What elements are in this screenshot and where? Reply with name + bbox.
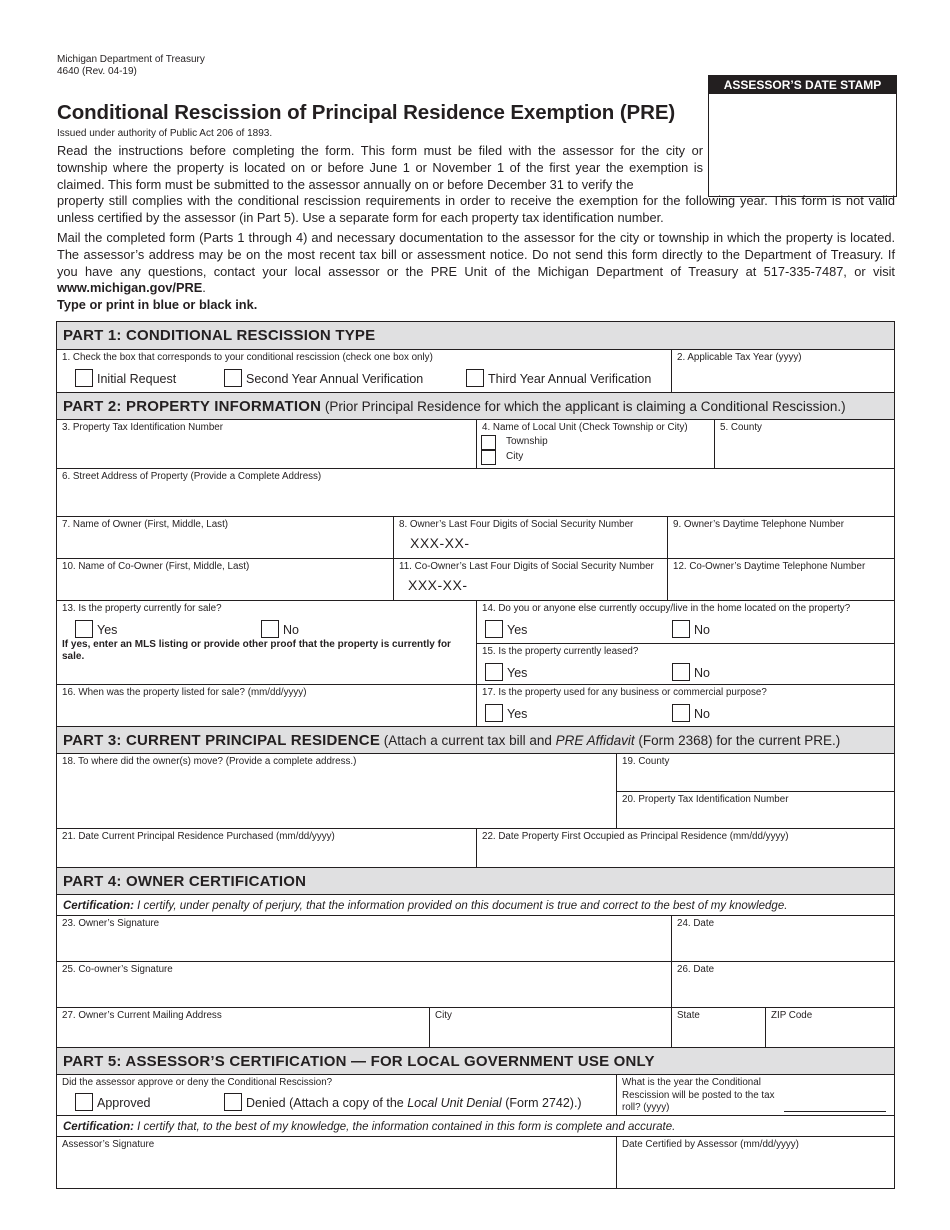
coowner-signature-field[interactable] (57, 962, 671, 1008)
q1-label: 1. Check the box that corresponds to your conditional rescission (check one box only) (62, 352, 433, 363)
part5-heading: PART 5: ASSESSOR’S CERTIFICATION — FOR LOCAL GOVERNMENT USE ONLY (57, 1047, 894, 1075)
new-tax-id-field[interactable] (616, 791, 894, 829)
denied-text-italic: Local Unit Denial (407, 1096, 502, 1110)
q10-label: 10. Name of Co-Owner (First, Middle, Last) (62, 561, 250, 572)
part3-note-a: (Attach a current tax bill and (380, 733, 556, 748)
for-sale-yes-checkbox[interactable] (75, 620, 93, 638)
part4-cert-label: Certification: (63, 900, 134, 912)
q9-label: 9. Owner’s Daytime Telephone Number (673, 519, 844, 530)
initial-request-label: Initial Request (97, 372, 177, 386)
q3-label: 3. Property Tax Identification Number (62, 422, 224, 433)
q17-label: 17. Is the property used for any business or commercial purpose? (482, 687, 767, 698)
city-checkbox[interactable] (481, 450, 496, 465)
department-name: Michigan Department of Treasury (57, 54, 205, 65)
part3-note-b: (Form 2368) for the current PRE.) (634, 733, 841, 748)
business-no-label: No (694, 707, 710, 721)
part3-title: PART 3: CURRENT PRINCIPAL RESIDENCE (63, 732, 381, 749)
coowner-ssn-prefix: XXX-XX- (408, 577, 468, 593)
street-address-field[interactable] (57, 468, 894, 517)
q7-label: 7. Name of Owner (First, Middle, Last) (62, 519, 229, 530)
part2-note: (Prior Principal Residence for which the applicant is claiming a Conditional Rescission.) (321, 399, 846, 414)
q6-label: 6. Street Address of Property (Provide a Complete Address) (62, 471, 322, 482)
township-checkbox[interactable] (481, 435, 496, 450)
tax-year-field[interactable] (671, 350, 894, 392)
denied-text-b: (Form 2742).) (501, 1096, 582, 1110)
intro-link[interactable]: www.michigan.gov/PRE (57, 280, 203, 296)
tax-roll-year-question: What is the year the Conditional Rescission will be posted to the tax roll? (yyyy) (622, 1077, 775, 1113)
business-yes-checkbox[interactable] (485, 704, 503, 722)
part3-note-italic: PRE Affidavit (555, 733, 635, 748)
county-field[interactable] (714, 420, 894, 469)
part4-row-address (57, 1007, 894, 1048)
listed-date-field[interactable] (57, 685, 476, 727)
third-year-label: Third Year Annual Verification (488, 372, 652, 386)
q19-label: 19. County (622, 756, 670, 767)
tax-roll-year-field[interactable] (784, 1111, 886, 1112)
approved-checkbox[interactable] (75, 1093, 93, 1111)
part4-row-owner (57, 915, 894, 962)
initial-request-checkbox[interactable] (75, 369, 93, 387)
q26-label: 26. Date (677, 964, 715, 975)
part2-heading (57, 392, 894, 420)
third-year-checkbox[interactable] (466, 369, 484, 387)
mailing-address-field[interactable] (57, 1008, 429, 1048)
part5-question: Did the assessor approve or deny the Conditional Rescission? (62, 1077, 333, 1088)
owner-date-field[interactable] (671, 916, 894, 962)
mailing-state-field[interactable] (671, 1008, 765, 1048)
denied-label (246, 1096, 582, 1110)
form-title: Conditional Rescission of Principal Residence Exemption (PRE) (57, 101, 676, 124)
mailing-zip-field[interactable] (765, 1008, 894, 1048)
q8-label: 8. Owner’s Last Four Digits of Social Security Number (399, 519, 634, 530)
part3-heading (57, 726, 894, 754)
second-year-checkbox[interactable] (224, 369, 242, 387)
q14-label: 14. Do you or anyone else currently occupy/live in the home located on the property? (482, 603, 851, 614)
part4-certification (57, 894, 894, 916)
denied-checkbox[interactable] (224, 1093, 242, 1111)
assessor-date-field[interactable] (616, 1137, 894, 1188)
q23-label: 23. Owner’s Signature (62, 918, 160, 929)
coowner-date-field[interactable] (671, 962, 894, 1008)
occupied-no-label: No (694, 623, 710, 637)
part2-row-owner (57, 516, 894, 559)
q20-label: 20. Property Tax Identification Number (622, 794, 789, 805)
intro-paragraph-2 (57, 230, 895, 297)
part2-row-sale (57, 600, 894, 685)
coowner-ssn-field[interactable] (393, 559, 667, 601)
q22-label: 22. Date Property First Occupied as Principal Residence (mm/dd/yyyy) (482, 831, 789, 842)
second-year-label: Second Year Annual Verification (246, 372, 424, 386)
authority-note: Issued under authority of Public Act 206 of 1893. (57, 128, 273, 139)
new-county-field[interactable] (616, 754, 894, 792)
part5-cert-label: Certification: (63, 1121, 134, 1133)
intro-text: Mail the completed form (Parts 1 through 4) and necessary documentation to the assessor for the city or township in which the property is located. The assessor’s address may be on the most recent tax bill or assessment notice. Do not send this form directly to the Department of Treasury. If you have any questions, contact your local assessor or the PRE Unit of the Michigan Department of Treasury at 517-335-7487, or visit (57, 230, 895, 279)
owner-phone-field[interactable] (667, 517, 894, 559)
intro-end: . (202, 280, 206, 296)
q16-label: 16. When was the property listed for sale? (mm/dd/yyyy) (62, 687, 307, 698)
part4-heading: PART 4: OWNER CERTIFICATION (57, 867, 894, 895)
occupied-date-field[interactable] (476, 829, 894, 868)
occupied-yes-label: Yes (507, 623, 528, 637)
part5-row-a (57, 1074, 894, 1116)
assessor-signature-field[interactable] (57, 1137, 616, 1188)
part3-row-b (57, 828, 894, 868)
part2-row-listed (57, 684, 894, 727)
occupied-yes-checkbox[interactable] (485, 620, 503, 638)
q12-label: 12. Co-Owner’s Daytime Telephone Number (673, 561, 866, 572)
part2-row-coowner (57, 558, 894, 601)
q15-label: 15. Is the property currently leased? (482, 646, 639, 657)
zip-label: ZIP Code (771, 1010, 813, 1021)
denied-text-a: Denied (Attach a copy of the (246, 1096, 408, 1110)
coowner-name-field[interactable] (57, 559, 393, 601)
new-address-field[interactable] (57, 754, 616, 829)
city-label: City (435, 1010, 452, 1021)
city-label: City (506, 451, 524, 462)
assessor-date-stamp-box (708, 75, 897, 197)
part4-cert-text: I certify, under penalty of perjury, that the information provided on this document is true and correct to the best of my knowledge. (133, 900, 788, 912)
part2-title: PART 2: PROPERTY INFORMATION (63, 398, 322, 415)
intro-paragraph-1b: property still complies with the conditional rescission requirements in order to receive the exemption for the following year. This form is not valid unless certified by the assessor (in Part 5). Use a separate form for each property tax identification number. (57, 193, 895, 225)
occupied-no-checkbox[interactable] (672, 620, 690, 638)
owner-ssn-prefix: XXX-XX- (410, 535, 470, 551)
approved-label: Approved (97, 1096, 151, 1110)
owner-ssn-field[interactable] (393, 517, 667, 559)
q24-label: 24. Date (677, 918, 715, 929)
assessor-signature-label: Assessor’s Signature (62, 1139, 155, 1150)
for-sale-no-label: No (283, 623, 299, 637)
q5-label: 5. County (720, 422, 762, 433)
q18-label: 18. To where did the owner(s) move? (Provide a complete address.) (62, 756, 357, 767)
ink-note: Type or print in blue or black ink. (57, 297, 258, 312)
q13-note: If yes, enter an MLS listing or provide other proof that the property is currently for sale. (62, 639, 451, 662)
purchase-date-field[interactable] (57, 829, 476, 868)
part5-certification (57, 1115, 894, 1137)
township-label: Township (506, 436, 548, 447)
part5-cert-text: I certify that, to the best of my knowledge, the information contained in this form is complete and accurate. (133, 1121, 676, 1133)
q4-label: 4. Name of Local Unit (Check Township or City) (482, 422, 688, 433)
stamp-label: ASSESSOR’S DATE STAMP (709, 76, 896, 94)
intro-paragraph-1a: Read the instructions before completing the form. This form must be filed with the assessor for the city or township where the property is located on or before June 1 or November 1 of the first year the exemption is claimed. This form must be submitted to the assessor annually on or before December 31 to verify the (57, 143, 703, 192)
q11-label: 11. Co-Owner’s Last Four Digits of Social Security Number (399, 561, 654, 572)
q2-label: 2. Applicable Tax Year (yyyy) (677, 352, 802, 363)
leased-yes-checkbox[interactable] (485, 663, 503, 681)
part4-row-coowner (57, 961, 894, 1008)
form-number: 4640 (Rev. 04-19) (57, 66, 137, 77)
for-sale-no-checkbox[interactable] (261, 620, 279, 638)
business-yes-label: Yes (507, 707, 528, 721)
coowner-phone-field[interactable] (667, 559, 894, 601)
q27-label: 27. Owner’s Current Mailing Address (62, 1010, 222, 1021)
for-sale-yes-label: Yes (97, 623, 118, 637)
part1-heading: PART 1: CONDITIONAL RESCISSION TYPE (57, 322, 894, 350)
leased-no-label: No (694, 666, 710, 680)
assessor-date-label: Date Certified by Assessor (mm/dd/yyyy) (622, 1139, 799, 1150)
part3-row-a (57, 753, 894, 829)
owner-name-field[interactable] (57, 517, 393, 559)
business-no-checkbox[interactable] (672, 704, 690, 722)
tax-id-field[interactable] (57, 420, 476, 469)
q21-label: 21. Date Current Principal Residence Purchased (mm/dd/yyyy) (62, 831, 335, 842)
leased-no-checkbox[interactable] (672, 663, 690, 681)
mailing-city-field[interactable] (429, 1008, 671, 1048)
leased-yes-label: Yes (507, 666, 528, 680)
state-label: State (677, 1010, 700, 1021)
part1-row (57, 349, 894, 392)
form-grid (56, 321, 895, 1189)
q13-label: 13. Is the property currently for sale? (62, 603, 222, 614)
part2-row-a (57, 419, 894, 469)
q25-label: 25. Co-owner’s Signature (62, 964, 173, 975)
part5-row-signature (57, 1136, 894, 1188)
owner-signature-field[interactable] (57, 916, 671, 962)
